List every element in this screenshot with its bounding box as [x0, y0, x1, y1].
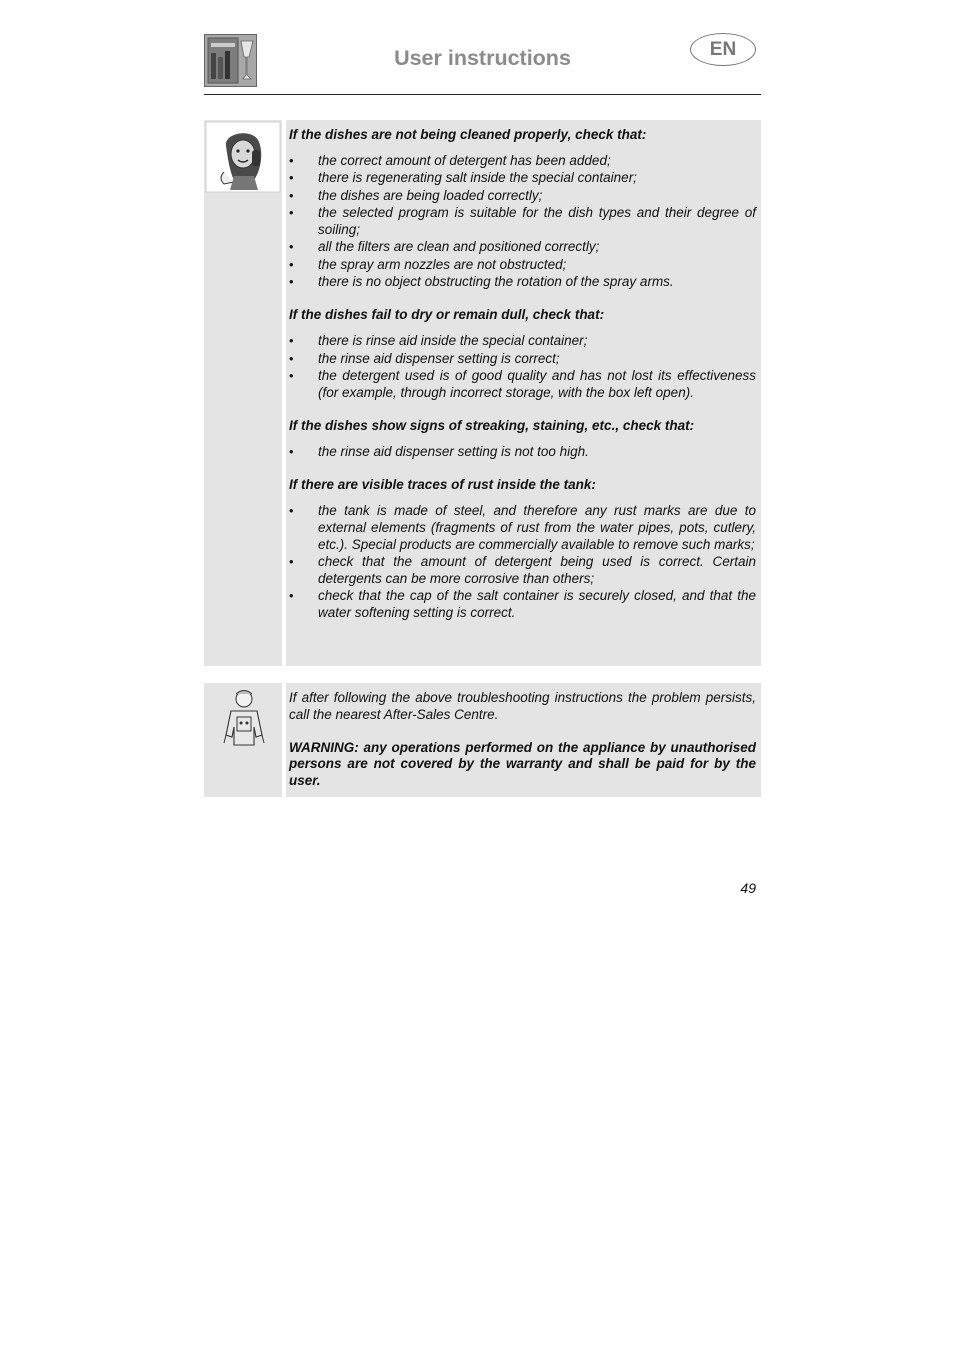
technician-icon [204, 683, 282, 757]
check-list [289, 503, 756, 622]
list-item: • the dishes are being loaded correctly; [289, 188, 756, 205]
list-item: • check that the cap of the salt container is securely closed, and that the water softening setting is correct. [289, 588, 756, 622]
icon-column [204, 683, 282, 797]
list-item: • the selected program is suitable for the dish types and their degree of soiling; [289, 205, 756, 239]
list-item: • there is no object obstructing the rotation of the spray arms. [289, 274, 756, 291]
page-number: 49 [740, 880, 756, 896]
section-heading: If the dishes fail to dry or remain dull, check that: [289, 307, 605, 323]
icon-column [204, 120, 282, 666]
page-header [204, 32, 761, 95]
troubleshooting-text [286, 120, 761, 666]
page-title: User instructions [394, 46, 571, 70]
service-text [286, 683, 761, 797]
list-item: • all the filters are clean and positioned correctly; [289, 239, 756, 256]
list-item: • the tank is made of steel, and therefore any rust marks are due to external elements (fragments of rust from the water pipes, pots, cutlery, etc.). Special products are commercially available to remove such marks; [289, 503, 756, 553]
list-item: • there is regenerating salt inside the special container; [289, 170, 756, 187]
list-item: • the spray arm nozzles are not obstructed; [289, 257, 756, 274]
service-note: If after following the above troubleshooting instructions the problem persists, call the nearest After-Sales Centre. [289, 690, 756, 722]
list-item: • the correct amount of detergent has been added; [289, 153, 756, 170]
list-item: • there is rinse aid inside the special container; [289, 333, 756, 350]
language-badge: EN [690, 33, 756, 66]
woman-phone-icon [204, 120, 282, 194]
section-heading: If there are visible traces of rust inside the tank: [289, 477, 596, 493]
list-item: • the rinse aid dispenser setting is not too high. [289, 444, 756, 461]
warranty-warning: WARNING: any operations performed on the appliance by unauthorised persons are not covered by the warranty and shall be paid for by the user. [289, 739, 756, 789]
list-item: • check that the amount of detergent being used is correct. Certain detergents can be more corrosive than others; [289, 554, 756, 588]
section-heading: If the dishes are not being cleaned properly, check that: [289, 127, 647, 142]
section-heading: If the dishes show signs of streaking, staining, etc., check that: [289, 418, 695, 434]
check-list [289, 333, 756, 401]
check-list [289, 153, 756, 291]
list-item: • the rinse aid dispenser setting is correct; [289, 351, 756, 368]
troubleshooting-panel [204, 120, 761, 666]
service-panel [204, 683, 761, 797]
list-item: • the detergent used is of good quality and has not lost its effectiveness (for example, through incorrect storage, with the box left open). [289, 368, 756, 402]
check-list [289, 444, 756, 461]
